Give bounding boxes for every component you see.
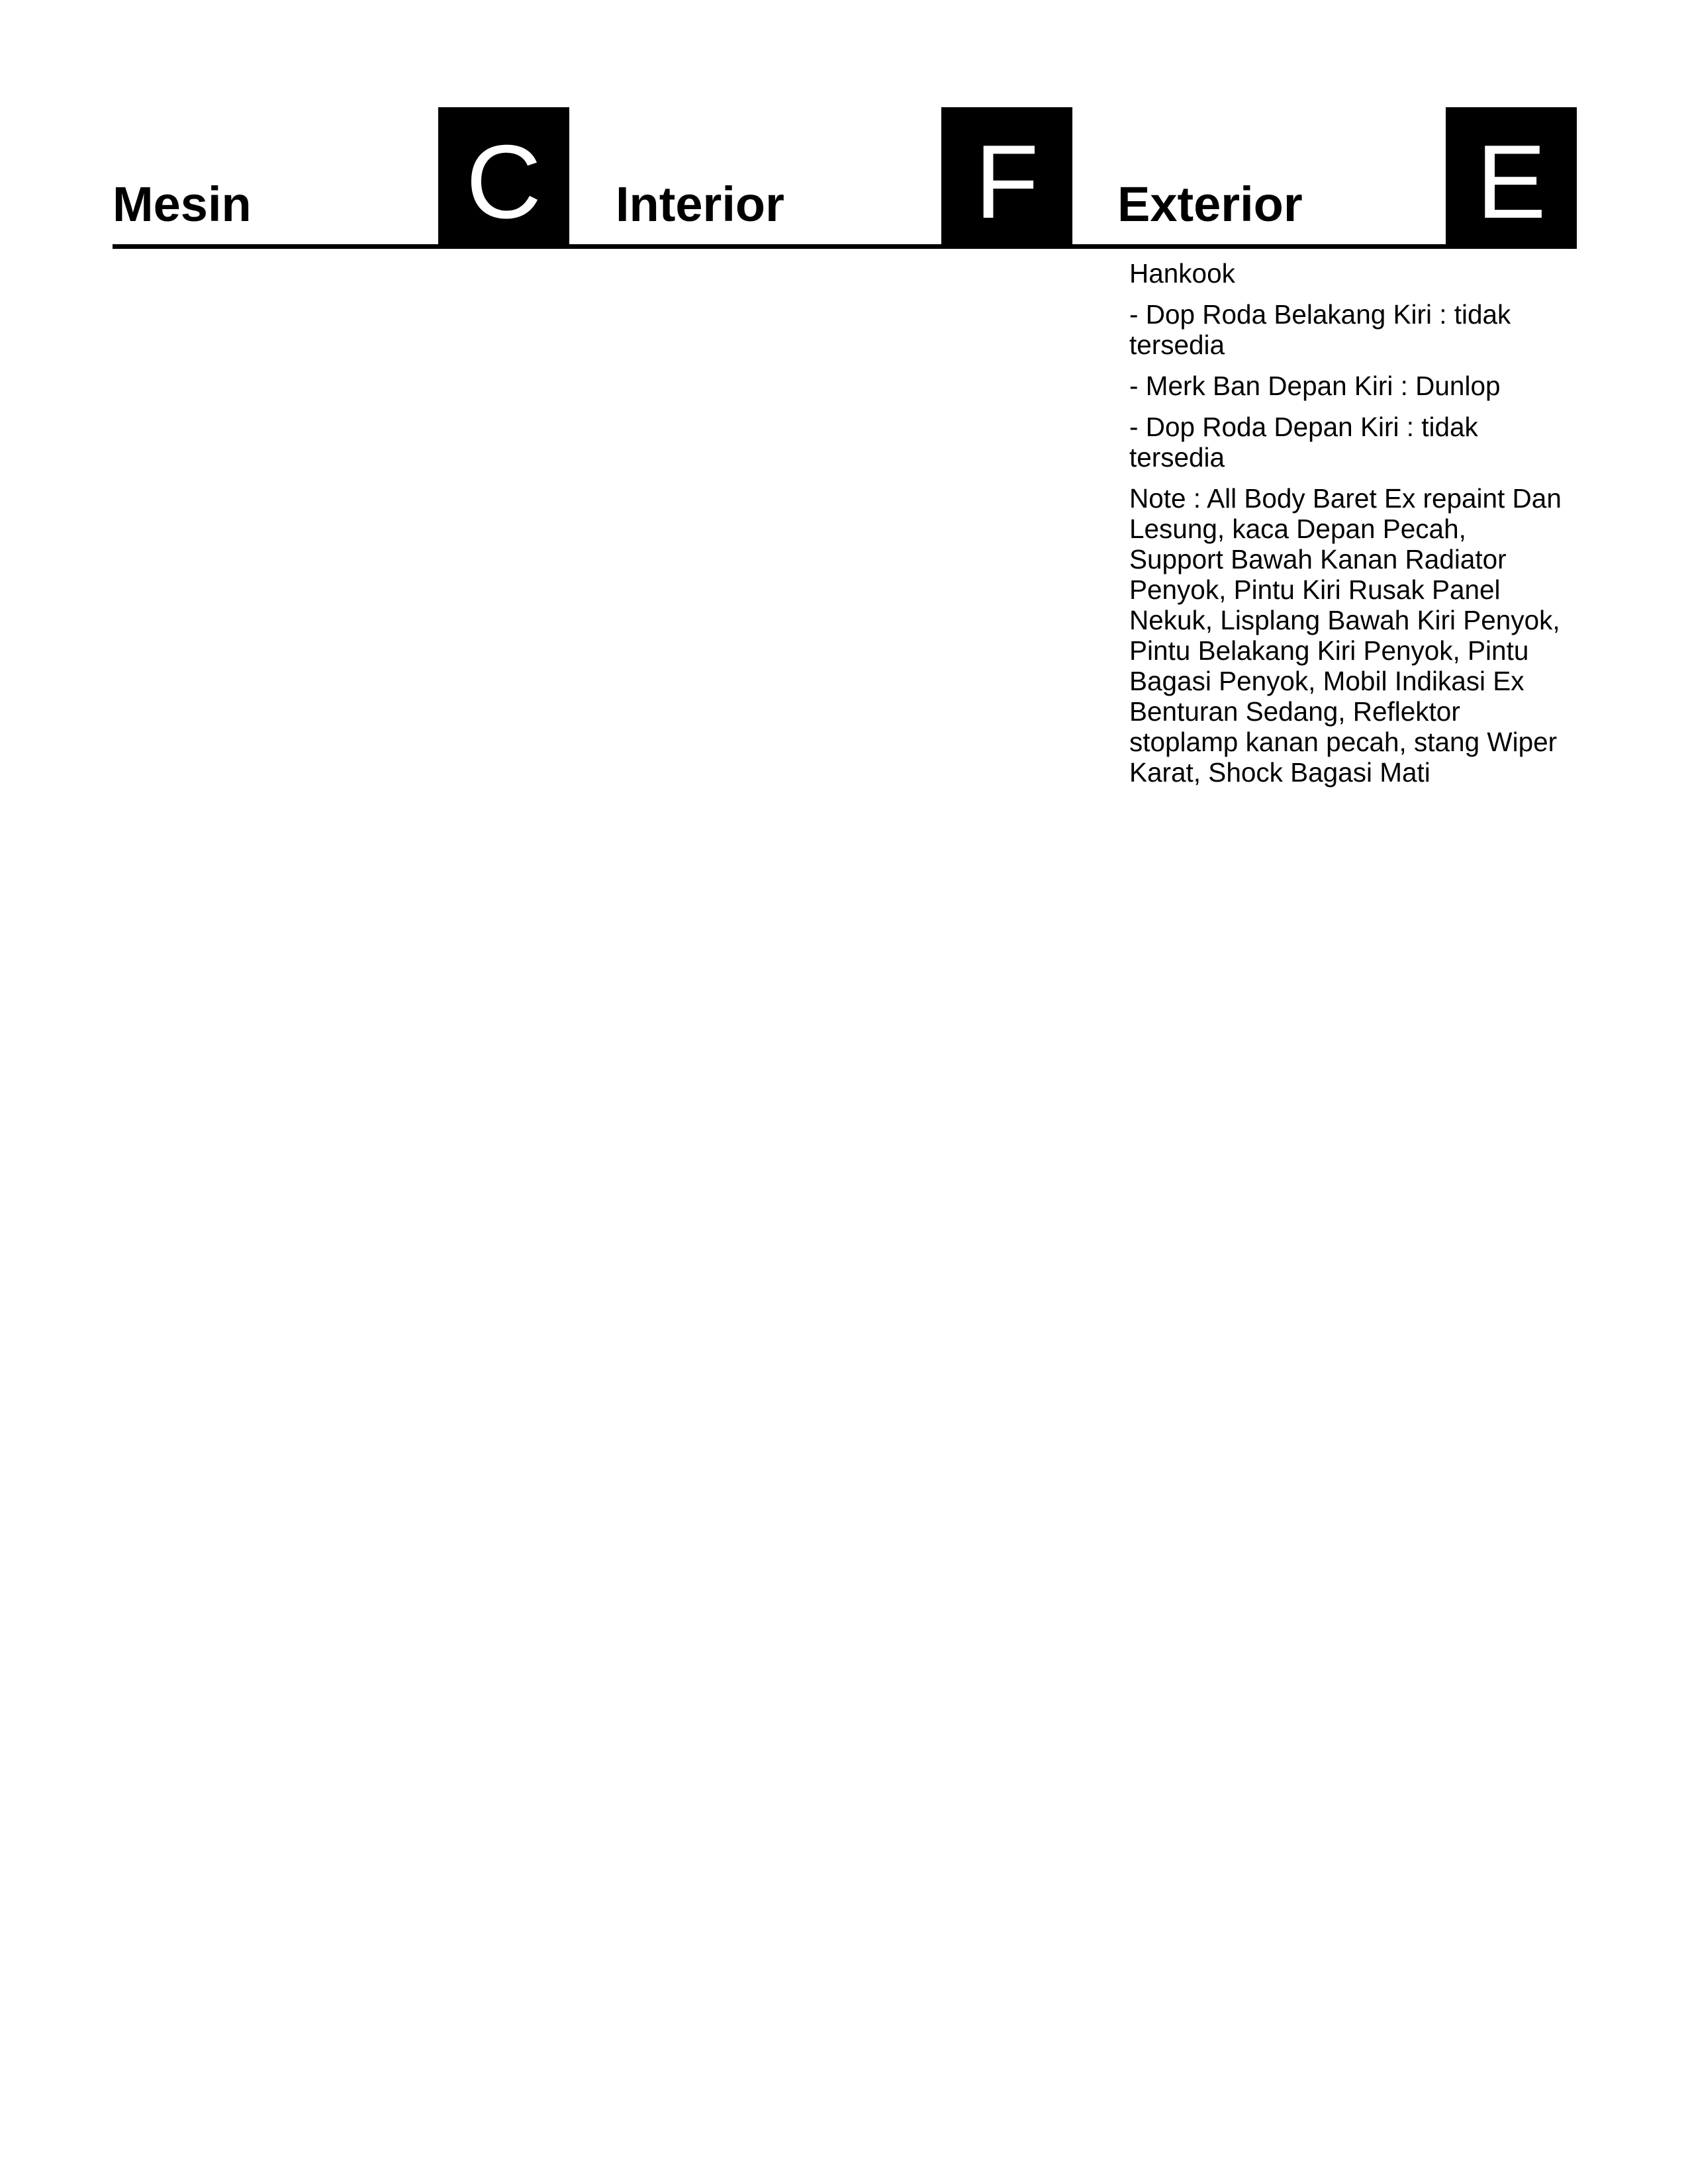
exterior-notes [1129,258,1566,798]
note-line: - Dop Roda Belakang Kiri : tidak tersedia [1129,299,1511,360]
note-line: Hankook [1129,258,1235,289]
grade-badge-mesin: C [438,107,569,248]
note-line: - Dop Roda Depan Kiri : tidak tersedia [1129,412,1478,473]
section-header-mesin [113,107,569,248]
note-line: - Merk Ban Depan Kiri : Dunlop [1129,371,1501,401]
grade-badge-exterior: E [1446,107,1577,248]
section-title-interior: Interior [616,177,784,232]
section-header-interior [616,107,1072,248]
section-title-mesin: Mesin [113,177,252,232]
section-title-exterior: Exterior [1117,177,1303,232]
header-divider [113,244,1577,249]
section-header-exterior [1117,107,1577,248]
grade-badge-interior: F [941,107,1072,248]
note-line: Note : All Body Baret Ex repaint Dan Lesung, kaca Depan Pecah, Support Bawah Kanan Radiator Penyok, Pintu Kiri Rusak Panel Nekuk, Lisplang Bawah Kiri Penyok, Pintu Belakang Kiri Penyok, Pintu Bagasi Penyok, Mobil Indikasi Ex Benturan Sedang, Reflektor stoplamp kanan pecah, stang Wiper Karat, Shock Bagasi Mati [1129,483,1562,788]
